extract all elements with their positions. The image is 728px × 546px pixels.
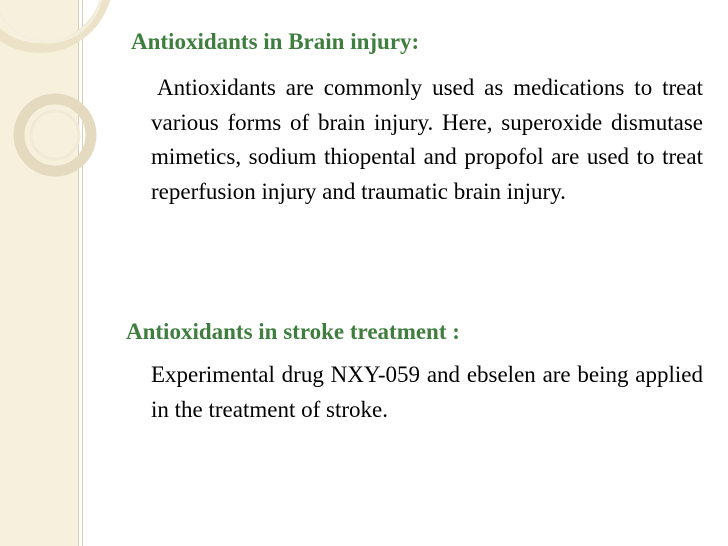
paragraph-brain-injury: Antioxidants are commonly used as medications to treat various forms of brain injury. Here, superoxide dismutase mimetics, sodium thiopental and propofol are used to treat reperfusion injury and traumatic brain injury. xyxy=(151,75,703,204)
paragraph-stroke-treatment: Experimental drug NXY-059 and ebselen are being applied in the treatment of stroke. xyxy=(151,362,703,422)
heading-brain-injury: Antioxidants in Brain injury: xyxy=(131,29,420,54)
heading-stroke-treatment: Antioxidants in stroke treatment : xyxy=(126,319,460,344)
